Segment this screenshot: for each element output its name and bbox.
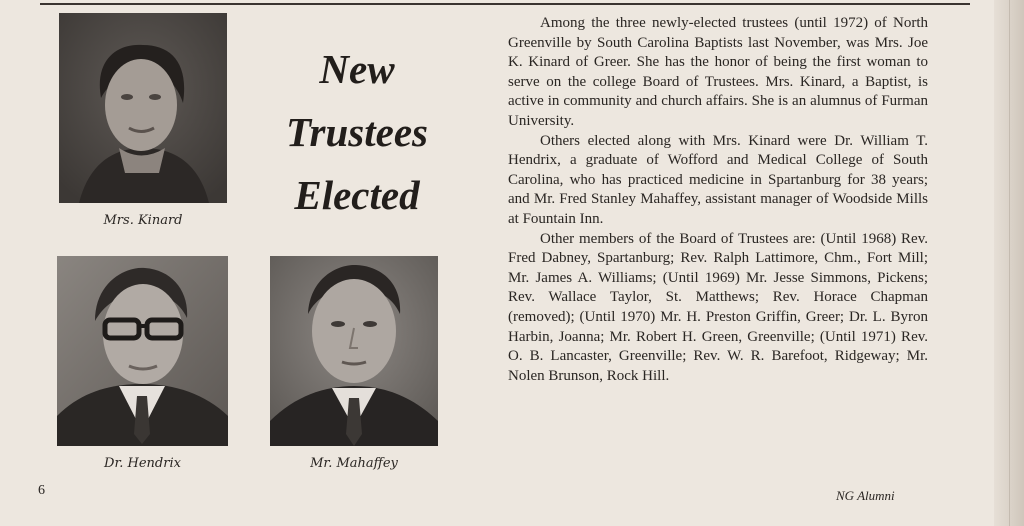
article-paragraph: Others elected along with Mrs. Kinard were Dr. William T. Hendrix, a graduate of Wofford and Medical College of South Carolina, who has practiced medicine in Spartanburg for 38 years; and Mr. Fred Stanley Mahaffey, assistant manager of Woodside Mills at Fountain Inn. <box>508 132 928 227</box>
mahaffey-caption: Mr. Mahaffey <box>310 456 398 471</box>
article-paragraph: Among the three newly-elected trustees (until 1972) of North Greenville by South Carolina Baptists last November, was Mrs. Joe K. Kinard of Greer. She has the honor of being the first woman to serve on the college Board of Trustees. Mrs. Kinard, a Baptist, is active in community and church affairs. She is an alumnus of Furman University. <box>508 15 928 129</box>
kinard-photo <box>59 13 227 203</box>
hendrix-caption: Dr. Hendrix <box>104 456 181 471</box>
article-paragraph: Other members of the Board of Trustees are: (Until 1968) Rev. Fred Dabney, Spartanburg; Rev. Ralph Lattimore, Chm., Fort Mill; Mr. James A. Williams; (Until 1969) Mr. Jesse Simmons, Pickens; Rev. Wallace Taylor, St. Matthews; Rev. Horace Chapman (removed); (Until 1970) Mr. H. Preston Griffin, Greer; Dr. L. Byron Harbin, Joanna; Mr. Robert H. Green, Greenville; (Until 1971) Rev. O. B. Lancaster, Greenville; Rev. W. R. Barefoot, Ridgeway; Mr. Nolen Brunson, Rock Hill. <box>508 230 928 384</box>
publication-footer: NG Alumni <box>836 488 895 503</box>
headline <box>262 38 452 227</box>
page-number: 6 <box>38 483 45 498</box>
hendrix-photo <box>57 256 228 446</box>
headline-line-1: New <box>319 46 395 92</box>
page-spine <box>994 0 1024 526</box>
kinard-caption: Mrs. Kinard <box>103 213 183 228</box>
headline-line-3: Elected <box>294 172 420 218</box>
top-rule <box>40 3 970 5</box>
headline-line-2: Trustees <box>286 109 428 155</box>
article-body <box>508 14 928 386</box>
mahaffey-photo <box>270 256 438 446</box>
